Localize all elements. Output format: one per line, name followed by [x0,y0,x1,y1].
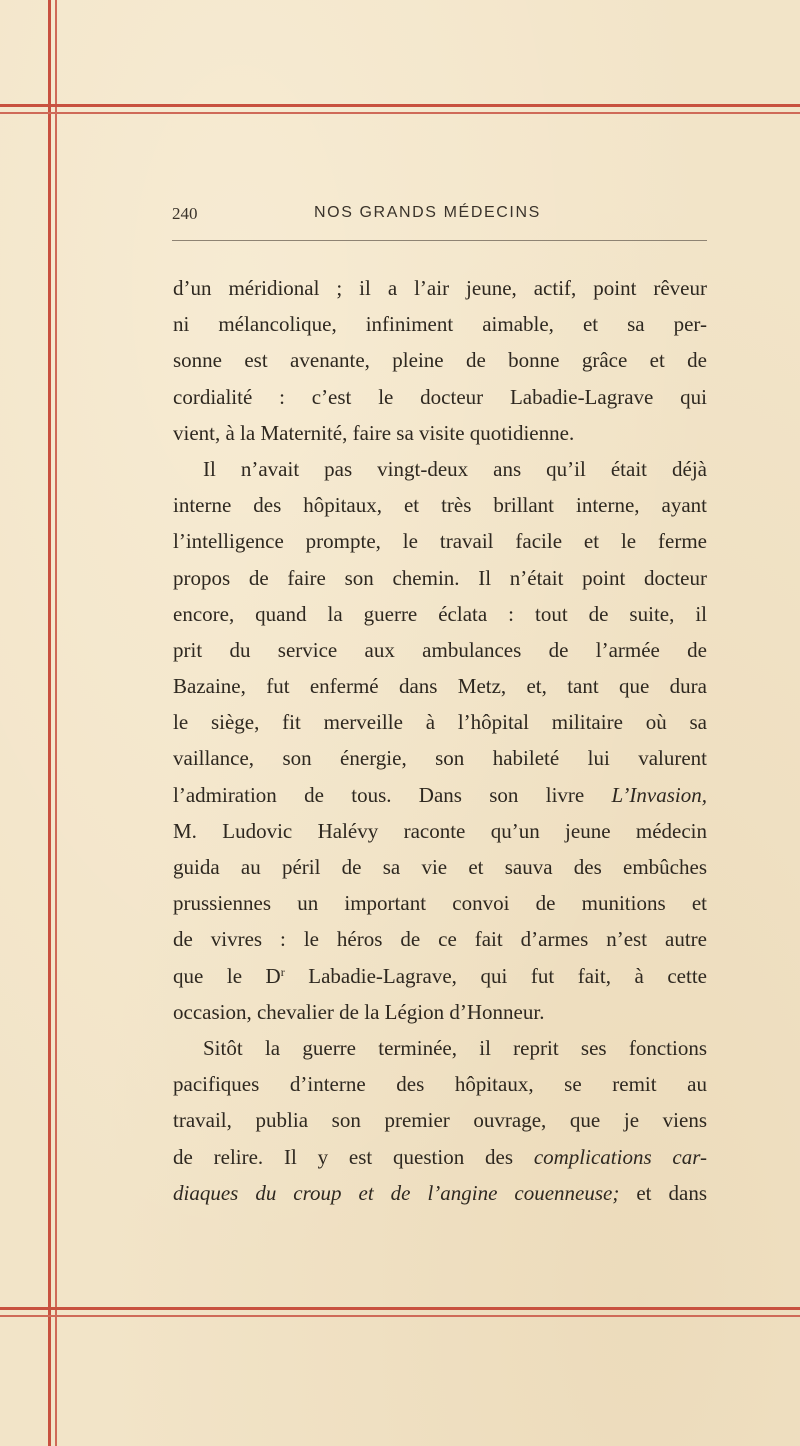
text-line: M. Ludovic Halévy raconte qu’un jeune médecin [173,818,707,843]
text-line: Sitôt la guerre terminée, il reprit ses fonctions [203,1035,707,1060]
text-line: de vivres : le héros de ce fait d’armes n’est autre [173,927,707,952]
text-line: Il n’avait pas vingt-deux ans qu’il était déjà [203,456,707,481]
italic-title: diaques du croup et de l’angine couenneuse; [173,1180,620,1205]
text-line [173,1139,707,1175]
text-line: vaillance, son énergie, son habileté lui valurent [173,746,707,771]
text-line [173,1175,707,1211]
text-line: d’un méridional ; il a l’air jeune, actif, point rêveur [173,276,707,300]
margin-rule-vertical [48,0,51,1446]
text-line: ni mélancolique, infiniment aimable, et sa per- [173,312,707,337]
text-line: le siège, fit merveille à l’hôpital militaire où sa [173,710,707,735]
body-text [173,270,707,1211]
margin-rule-bottom-inner [0,1315,800,1317]
margin-rule-top [0,104,800,107]
text-line: prussiennes un important convoi de munitions et [173,891,707,916]
page-number: 240 [172,204,198,223]
text-segment: et dans [619,1180,707,1205]
superscript: r [280,964,285,979]
text-line: occasion, chevalier de la Légion d’Honneur. [173,999,545,1024]
text-line: propos de faire son chemin. Il n’était point docteur [173,565,707,590]
running-title: NOS GRANDS MÉDECINS [314,204,541,221]
text-line: encore, quand la guerre éclata : tout de suite, il [173,601,707,626]
text-line: interne des hôpitaux, et très brillant interne, ayant [173,493,707,518]
text-segment: de relire. Il y est question des [173,1144,513,1169]
page-header [172,202,707,232]
italic-title: complications car- [533,1144,707,1169]
text-line [173,958,707,994]
margin-rule-top-inner [0,112,800,114]
text-segment: Labadie-Lagrave, qui fut fait, à cette [284,963,707,988]
header-divider [172,240,707,241]
text-line: l’intelligence prompte, le travail facile et le ferme [173,529,707,554]
margin-rule-bottom [0,1307,800,1310]
book-title: L’Invasion, [611,782,707,807]
margin-rule-vertical-inner [55,0,57,1446]
text-line: cordialité : c’est le docteur Labadie-Lagrave qui [173,384,707,409]
text-line: vient, à la Maternité, faire sa visite quotidienne. [173,420,575,445]
text-line: sonne est avenante, pleine de bonne grâce et de [173,348,707,373]
text-line: guida au péril de sa vie et sauva des embûches [173,855,707,879]
text-line: Bazaine, fut enfermé dans Metz, et, tant que dura [173,674,707,699]
text-segment: l’admiration de tous. Dans son livre [173,782,585,807]
text-line: prit du service aux ambulances de l’armée de [173,637,707,662]
text-line [173,777,707,813]
text-line: travail, publia son premier ouvrage, que je viens [173,1108,707,1133]
text-line: pacifiques d’interne des hôpitaux, se remit au [173,1072,707,1097]
text-segment: que le D [173,963,281,988]
